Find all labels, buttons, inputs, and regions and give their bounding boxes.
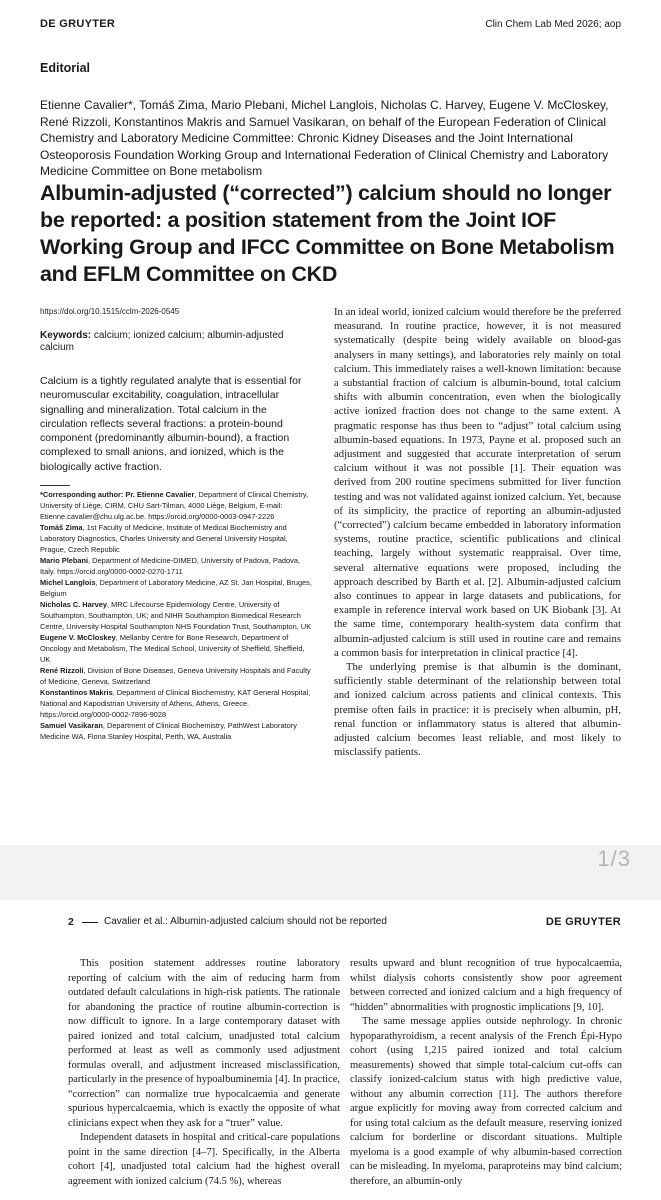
affiliation-item: Samuel Vasikaran, Department of Clinical Biochemistry, PathWest Laboratory Medicine WA, Fiona Stanley Hospital, Perth, WA, Australia <box>40 721 297 741</box>
abstract: Calcium is a tightly regulated analyte that is essential for neuromuscular excitability, coagulation, intracellular signalling and mineralization. Total calcium in the circulation reflects several fractions: a protein-bound component (predominantly albumin-bound), a fraction complexed to small anions, and ionized, which is the biologically active fraction. <box>40 375 302 473</box>
section-label: Editorial <box>40 61 91 75</box>
affiliations <box>40 489 315 742</box>
article-title: Albumin-adjusted (“corrected”) calcium should no longer be reported: a position statement from the Joint IOF Working Group and IFCC Committee on Bone Metabolism and EFLM Committee on CKD <box>40 181 615 286</box>
affiliation-item: Eugene V. McCloskey, Mellanby Centre for Bone Research, Department of Oncology and Metabolism, The Medical School, University of Sheffield, Sheffield, UK <box>40 633 305 664</box>
publisher-header: DE GRUYTER <box>40 18 116 30</box>
page-number: 2 <box>68 916 74 928</box>
affiliation-item: Mario Plebani, Department of Medicine-DIMED, University of Padova, Padova, Italy. https://orcid.org/0000-0002-0270-1711 <box>40 556 301 576</box>
running-head: Cavalier et al.: Albumin-adjusted calcium should not be reported <box>104 916 387 927</box>
doi-link[interactable]: https://doi.org/10.1515/cclm-2026-0545 <box>40 307 180 316</box>
page-indicator: 1/3 <box>597 846 631 871</box>
author-list: Etienne Cavalier*, Tomáš Zima, Mario Plebani, Michel Langlois, Nicholas C. Harvey, Eugene V. McCloskey, René Rizzoli, Konstantinos Makris and Samuel Vasikaran, on behalf of the European Federation of Clinical Chemistry and Laboratory Medicine Committee: Chronic Kidney Diseases and the Joint International Osteoporosis Foundation Working Group and International Federation of Clinical Chemistry and Laboratory Medicine Committee on Bone metabolism <box>40 98 609 178</box>
keywords <box>40 330 312 354</box>
affiliation-item: René Rizzoli, Division of Bone Diseases, Geneva University Hospitals and Faculty of Medicine, Geneva, Switzerland <box>40 666 311 686</box>
body-paragraph: The underlying premise is that albumin is the dominant, sufficiently stable determinant of the relationship between total and ionized calcium across patients and clinical contexts. This premise often fails in practice: it is precisely when albumin, pH, renal function or inflammatory status is altered that albumin-adjusted calcium becomes least reliable, and most likely to misclassify patients. <box>334 661 621 759</box>
footnote-divider <box>40 485 70 486</box>
body-paragraph: The same message applies outside nephrology. In chronic hypoparathyroidism, a recent analysis of the French Épi-Hypo cohort (using 1,215 paired ionized and total calcium measurements) showed that simple total-calcium cut-offs can classify ionized-calcium status with high predictive value, without any albumin correction [11]. The authors therefore argue explicitly for moving away from corrected calcium and for using total calcium as the default measure, reserving ionized calcium for borderline or discordant situations. Multiple myeloma is a good example of why albumin-based correction can be misleading. In myeloma, paraproteins may bind calcium; therefore, an albumin-only <box>350 1016 622 1187</box>
affiliation-item: Konstantinos Makris, Department of Clinical Biochemistry, KAT General Hospital, National and Kapodistrian University of Athens, Athens, Greece. https://orcid.org/0000-0002-7896-9028 <box>40 688 311 719</box>
affiliation-item: Michel Langlois, Department of Laboratory Medicine, AZ St. Jan Hospital, Bruges, Belgium <box>40 578 312 598</box>
affiliation-item: *Corresponding author: Pr. Etienne Cavalier, Department of Clinical Chemistry, University of Liège, CIRM, CHU Sart-Tilman, 4000 Liège, Belgium, E-mail: Etienne.cavalier@chu.ulg.ac.be. https://orcid.org/0000-0003-0947-2226 <box>40 490 309 521</box>
body-column-left <box>68 957 340 1189</box>
body-paragraph: Independent datasets in hospital and critical-care populations point in the same direction [4–7]. Specifically, in the Alberta cohort [4], unadjusted total calcium had the highest overall agreement with ionized calcium (74.5 %), whereas <box>68 1132 340 1187</box>
affiliation-item: Nicholas C. Harvey, MRC Lifecourse Epidemiology Centre, University of Southampton, Southampton, UK; and NIHR Southampton Biomedical Research Centre, University Hospital Southampton NHS Foundation Trust, Southampton, UK <box>40 600 312 631</box>
body-column-right <box>350 957 622 1189</box>
body-paragraph: results upward and blunt recognition of true hypocalcaemia, whilst dialysis cohorts consistently show poor agreement between corrected and ionized calcium and a high frequency of “hidden” abnormalities with prognostic implications [9, 10]. <box>350 958 622 1013</box>
publisher-header: DE GRUYTER <box>545 916 621 928</box>
body-column-right <box>334 305 621 760</box>
header-dash <box>82 922 98 923</box>
keywords-text: calcium; ionized calcium; albumin-adjusted calcium <box>40 330 284 353</box>
journal-citation: Clin Chem Lab Med 2026; aop <box>485 19 621 30</box>
body-paragraph: This position statement addresses routine laboratory reporting of calcium with the aim of reducing harm from outdated default calculations in high-risk patients. The rationale for abandoning the practice of routine albumin-correction is now difficult to ignore. In a large contemporary dataset with paired ionized and total calcium, unadjusted total calcium performed at least as well as commonly used adjustment formulas overall, and adjustment increased misclassification, particularly in the presence of hypoalbuminemia [4]. In practice, “correction” can normalize true hypocalcaemia and generate spurious hypercalcaemia, which is exactly the opposite of what clinicians expect when they ask for a “truer” value. <box>68 958 340 1129</box>
keywords-label: Keywords: <box>40 330 92 341</box>
affiliation-item: Tomáš Zima, 1st Faculty of Medicine, Institute of Medical Biochemistry and Laboratory Diagnostics, Charles University and General University Hospital, Prague, Czech Republic <box>40 523 288 554</box>
page-gap <box>0 845 661 900</box>
body-paragraph: In an ideal world, ionized calcium would therefore be the preferred measurand. In routine practice, however, it is not measured systematically (despite being widely available on blood-gas analysers in many settings), and laboratories rely mainly on total calcium. This immediately raises a well-known limitation: because a substantial fraction of calcium is albumin-bound, total calcium shifts with albumin concentration, even when the biologically active ionized fraction does not change to the same extent. A pragmatic response has thus been to “adjust” total calcium using albumin-based equations. In 1973, Payne et al. proposed such an adjustment and suggested that accurate interpretation of serum calcium without it was not possible [1]. Their equation was derived from 200 routine specimens submitted for liver function testing and was not validated against ionized calcium. Yet, because of its simplicity, the practice of reporting an albumin-adjusted (“corrected”) calcium became embedded in laboratory information systems, routine practice, scientific publications and clinical teaching, largely without systematic reappraisal. Over time, several alternative equations were proposed, including the approach described by Barth et al. [2]. Albumin-adjusted calcium also continues to appear in large datasets and publications, for example in reference interval work based on UK Biobank [3]. At the same time, contemporary health-system data confirm that albumin-adjusted calcium is still used in routine care and remains a common basis for interpretation in clinical practice [4]. <box>334 306 621 659</box>
